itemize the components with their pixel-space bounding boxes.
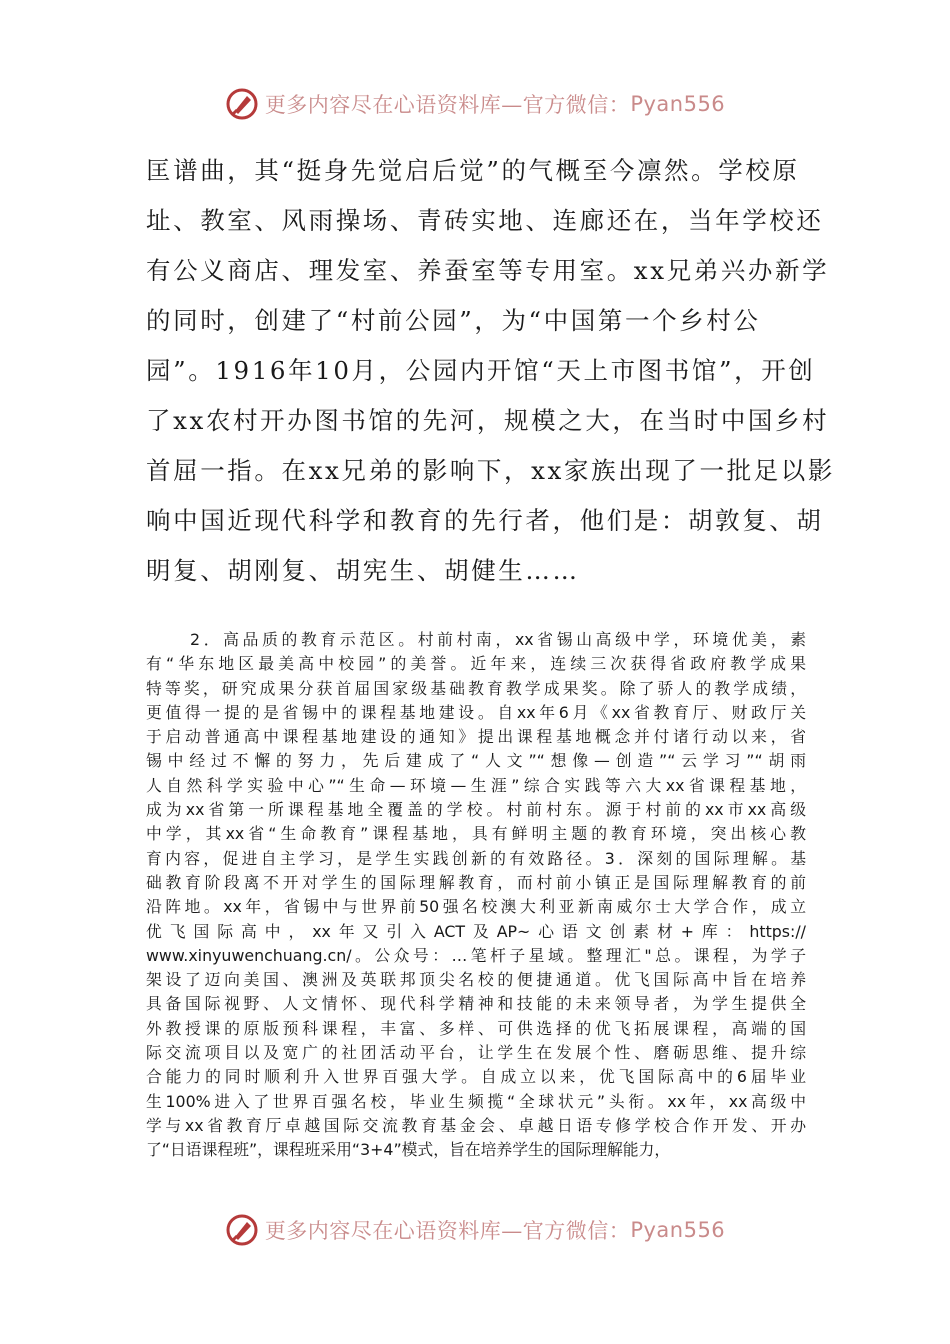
text-line: 于启动普通高中课程基地建设的通知》提出课程基地概念并付诸行动以来，省 <box>146 727 806 747</box>
text-line: 础教育阶段离不开对学生的国际理解教育，而村前小镇正是国际理解教育的前 <box>146 872 806 892</box>
body-paragraph-large <box>146 146 835 596</box>
text-line: 了“日语课程班”，课程班采用“3+4”模式，旨在培养学生的国际理解能力， <box>146 1140 671 1160</box>
text-line: 址、教室、风雨操场、青砖实地、连廊还在，当年学校还 <box>146 206 824 235</box>
text-line: 学与xx省教育厅卓越国际交流教育基金会、卓越日语专修学校合作开发、开办 <box>146 1115 806 1135</box>
text-line: 际交流项目以及宽广的社团活动平台，让学生在发展个性、磨砺思维、提升综 <box>146 1043 806 1063</box>
pen-nib-logo-icon <box>225 1213 259 1247</box>
header-banner <box>0 86 950 122</box>
footer-wechat-id: Pyan556 <box>630 1218 726 1242</box>
text-line: 成为xx省第一所课程基地全覆盖的学校。村前村东。源于村前的xx市xx高级 <box>146 800 806 820</box>
text-line: 首屈一指。在xx兄弟的影响下，xx家族出现了一批足以影 <box>146 456 835 485</box>
header-banner-text: 更多内容尽在心语资料库—官方微信： <box>264 93 631 117</box>
text-line: 人自然科学实验中心”“生命—环境—生涯”综合实践等六大xx省课程基地， <box>146 775 806 795</box>
body-paragraph-small <box>146 628 806 1163</box>
text-line: 的同时，创建了“村前公园”，为“中国第一个乡村公 <box>146 306 761 335</box>
text-line: www.xinyuwenchuang.cn/。公众号：…笔杆子星域。整理汇"总。课程，为学子 <box>146 945 806 965</box>
text-line: 优飞国际高中，xx年又引入ACT及AP~心语文创素材+库：https:// <box>146 921 806 941</box>
text-line: 有“华东地区最美高中校园”的美誉。近年来，连续三次获得省政府教学成果 <box>146 654 806 674</box>
text-line: 了xx农村开办图书馆的先河，规模之大，在当时中国乡村 <box>146 406 830 435</box>
text-line: 具备国际视野、人文情怀、现代科学精神和技能的未来领导者，为学生提供全 <box>146 994 806 1014</box>
text-line: 响中国近现代科学和教育的先行者，他们是：胡敦复、胡 <box>146 506 824 535</box>
text-line: 匡谱曲，其“挺身先觉启后觉”的气概至今凛然。学校原 <box>146 156 800 185</box>
text-line: 沿阵地。xx年，省锡中与世界前50强名校澳大利亚新南威尔士大学合作，成立 <box>146 897 806 917</box>
text-line: 园”。1916年10月，公园内开馆“天上市图书馆”，开创 <box>146 356 816 385</box>
text-line: 育内容，促进自主学习，是学生实践创新的有效路径。3．深刻的国际理解。基 <box>146 848 806 868</box>
text-line: 中学，其xx省“生命教育”课程基地，具有鲜明主题的教育环境，突出核心教 <box>146 824 806 844</box>
text-line: 合能力的同时顺利升入世界百强大学。自成立以来，优飞国际高中的6届毕业 <box>146 1067 806 1087</box>
text-line: 锡中经过不懈的努力，先后建成了“人文”“想像—创造”“云学习”“胡雨 <box>146 751 806 771</box>
header-wechat-id: Pyan556 <box>630 92 726 116</box>
text-line: 生100%进入了世界百强名校，毕业生频揽“全球状元”头衔。xx年，xx高级中 <box>146 1091 806 1111</box>
text-line: 架设了迈向美国、澳洲及英联邦顶尖名校的便捷通道。优飞国际高中旨在培养 <box>146 970 806 990</box>
text-line: 明复、胡刚复、胡宪生、胡健生…… <box>146 556 580 585</box>
text-line: 2．高品质的教育示范区。村前村南，xx省锡山高级中学，环境优美，素 <box>190 630 806 649</box>
text-line: 特等奖，研究成果分获首届国家级基础教育教学成果奖。除了骄人的教学成绩， <box>146 678 806 698</box>
footer-banner-text: 更多内容尽在心语资料库—官方微信： <box>264 1219 631 1243</box>
text-line: 外教授课的原版预科课程，丰富、多样、可供选择的优飞拓展课程，高端的国 <box>146 1018 806 1038</box>
text-line: 更值得一提的是省锡中的课程基地建设。自xx年6月《xx省教育厅、财政厅关 <box>146 702 806 722</box>
pen-nib-logo-icon <box>225 87 259 121</box>
text-line: 有公义商店、理发室、养蚕室等专用室。xx兄弟兴办新学 <box>146 256 830 285</box>
footer-banner <box>0 1212 950 1248</box>
